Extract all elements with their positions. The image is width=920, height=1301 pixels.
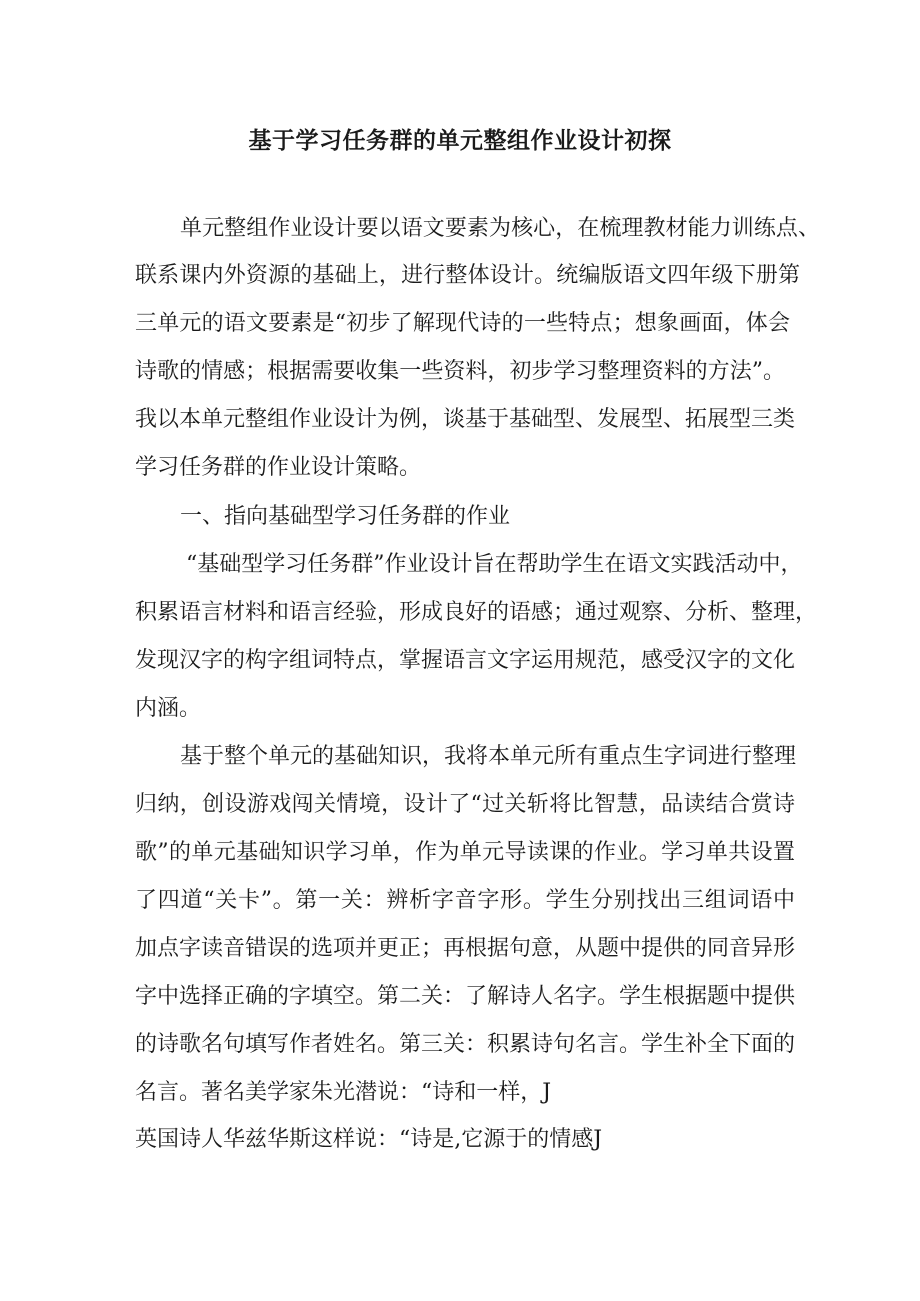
paragraph-line: 英国诗人华兹华斯这样说：“诗是,它源于的情感J (135, 1127, 603, 1152)
paragraph-line: 联系课内外资源的基础上，进行整体设计。统编版语文四年级下册第 (135, 263, 800, 288)
paragraph-line: 内涵。 (135, 696, 202, 721)
paragraph-line: 歌”的单元基础知识学习单，作为单元导读课的作业。学习单共设置 (135, 840, 795, 865)
paragraph-line: 的诗歌名句填写作者姓名。第三关：积累诗句名言。学生补全下面的 (135, 1032, 796, 1057)
paragraph-line: 学习任务群的作业设计策略。 (135, 455, 422, 480)
paragraph-line: 我以本单元整组作业设计为例，谈基于基础型、发展型、拓展型三类 (135, 407, 796, 432)
paragraph-line: 诗歌的情感；根据需要收集一些资料，初步学习整理资料的方法”。 (135, 359, 785, 384)
section-heading: 一、指向基础型学习任务群的作业 (180, 504, 511, 529)
paragraph-line: “基础型学习任务群”作业设计旨在帮助学生在语文实践活动中， (186, 552, 803, 577)
paragraph-line: 字中选择正确的字填空。第二关：了解诗人名字。学生根据题中提供 (135, 984, 796, 1009)
paragraph-line: 积累语言材料和语言经验，形成良好的语感；通过观察、分析、整理， (135, 600, 818, 625)
paragraph-line: 发现汉字的构字组词特点，掌握语言文字运用规范，感受汉字的文化 (135, 648, 796, 673)
document-title: 基于学习任务群的单元整组作业设计初探 (248, 128, 672, 154)
paragraph-line: 了四道“关卡”。第一关：辨析字音字形。学生分别找出三组词语中 (135, 888, 795, 913)
paragraph-line: 三单元的语文要素是“初步了解现代诗的一些特点；想象画面，体会 (135, 311, 790, 336)
paragraph-line: 单元整组作业设计要以语文要素为核心，在梳理教材能力训练点、 (180, 216, 820, 241)
paragraph-line: 归纳，创设游戏闯关情境，设计了“过关斩将比智慧，品读结合赏诗 (135, 792, 795, 817)
paragraph-line: 加点字读音错误的选项并更正；再根据句意，从题中提供的同音异形 (135, 936, 796, 961)
paragraph-line: 基于整个单元的基础知识，我将本单元所有重点生字词进行整理 (180, 744, 797, 769)
paragraph-line: 名言。著名美学家朱光潜说：“诗和一样，J (135, 1080, 552, 1105)
